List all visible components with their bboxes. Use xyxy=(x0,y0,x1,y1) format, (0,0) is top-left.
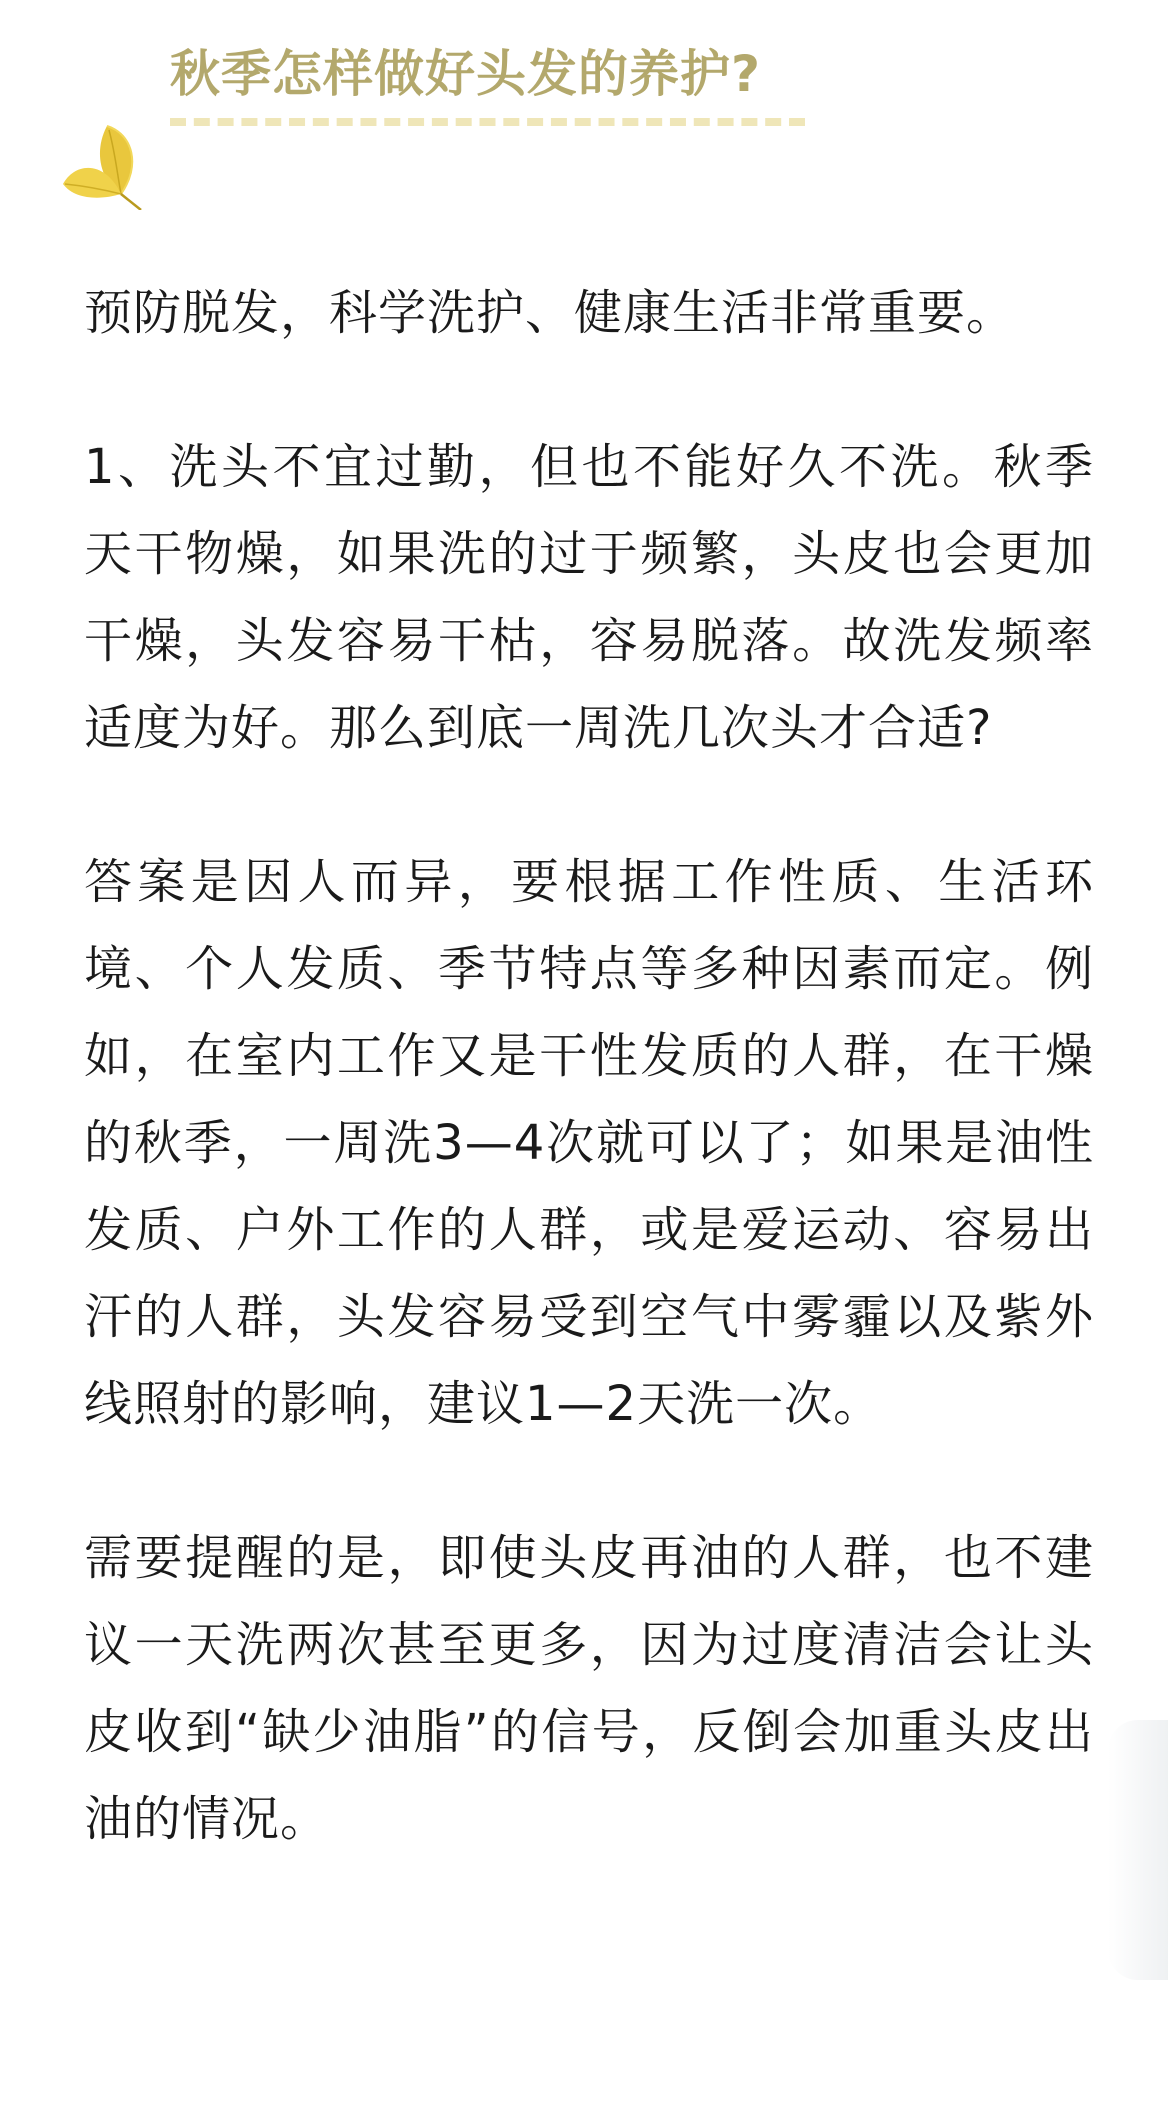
title-underline xyxy=(170,118,805,126)
leaf-icon xyxy=(55,110,155,210)
scroll-edge-shadow xyxy=(1108,1720,1168,1980)
paragraph-intro: 预防脱发，科学洗护、健康生活非常重要。 xyxy=(84,285,1016,341)
article-header xyxy=(0,0,1168,220)
paragraph-reminder: 需要提醒的是，即使头皮再油的人群，也不建议一天洗两次甚至更多，因为过度清洁会让头皮收到“缺少油脂”的信号，反倒会加重头皮出油的情况。 xyxy=(84,1530,1094,1847)
article-title: 秋季怎样做好头发的养护? xyxy=(170,45,762,103)
paragraph-answer: 答案是因人而异，要根据工作性质、生活环境、个人发质、季节特点等多种因素而定。例如，在室内工作又是干性发质的人群，在干燥的秋季，一周洗3—4次就可以了；如果是油性发质、户外工作的人群，或是爱运动、容易出汗的人群，头发容易受到空气中雾霾以及紫外线照射的影响，建议1—2天洗一次。 xyxy=(84,854,1094,1432)
article-body xyxy=(84,270,1094,1863)
paragraph-point-1: 1、洗头不宜过勤，但也不能好久不洗。秋季天干物燥，如果洗的过于频繁，头皮也会更加干燥，头发容易干枯，容易脱落。故洗发频率适度为好。那么到底一周洗几次头才合适? xyxy=(84,439,1094,756)
